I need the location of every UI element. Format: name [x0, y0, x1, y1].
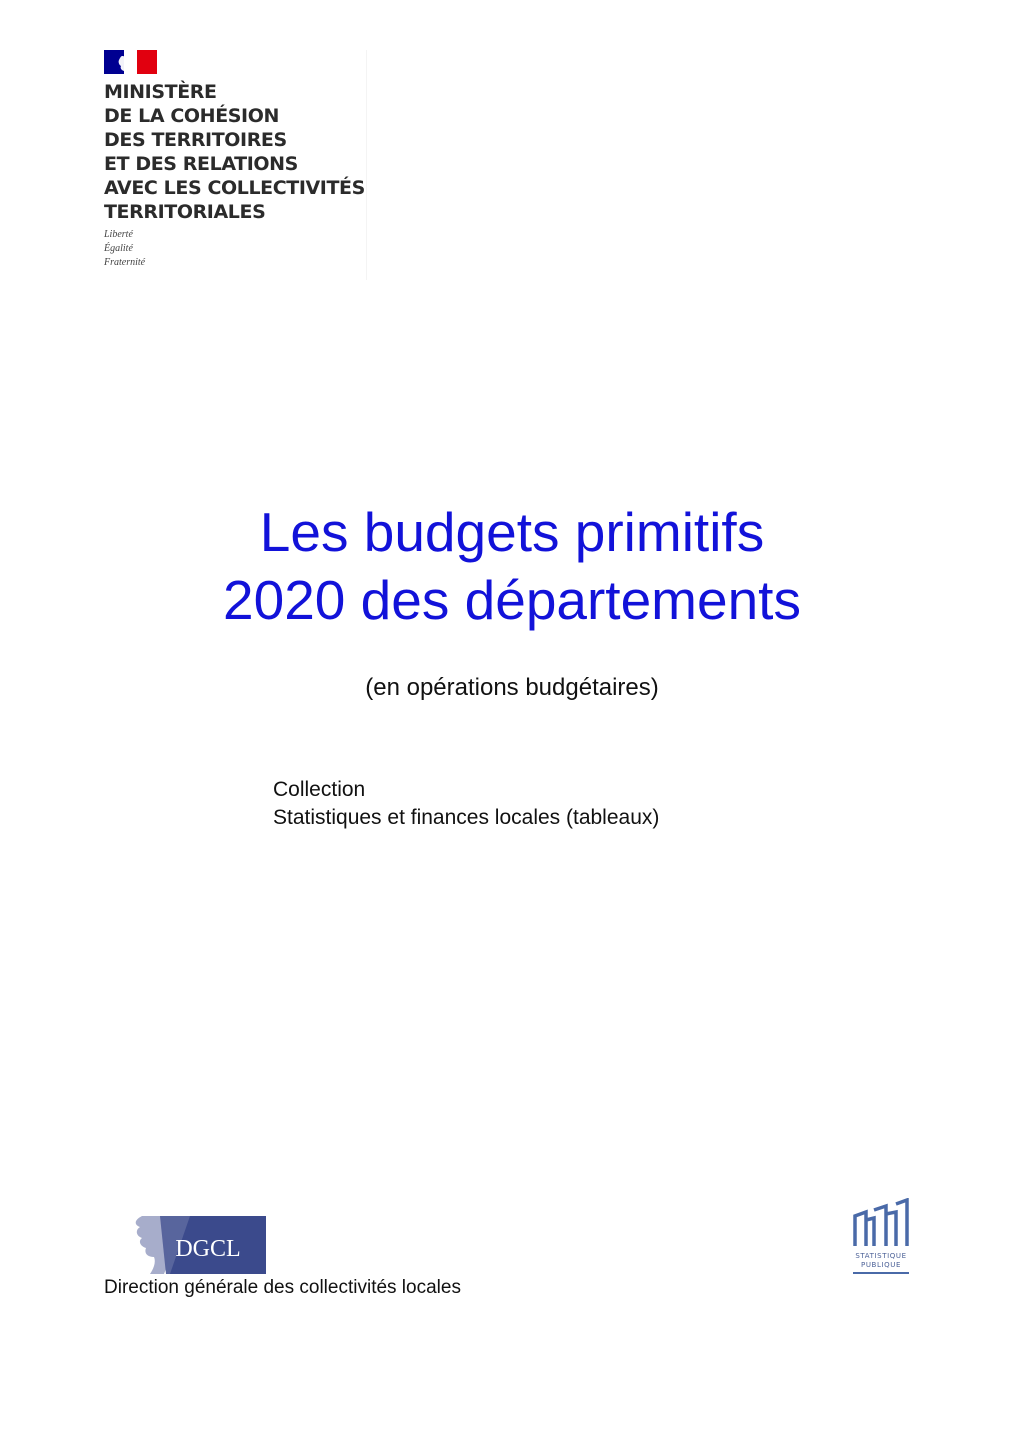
statistique-publique-logo [850, 1198, 912, 1278]
collection-info [273, 776, 659, 832]
dgcl-caption: Direction générale des collectivités locales [104, 1277, 461, 1298]
publique-label: PUBLIQUE [861, 1261, 901, 1269]
collection-label: Collection [273, 778, 366, 801]
ministry-logo [104, 50, 374, 280]
document-subtitle: (en opérations budgétaires) [365, 674, 659, 701]
ministry-name-line: ET DES RELATIONS [104, 153, 298, 175]
dgcl-logo [130, 1216, 266, 1274]
title-line: Les budgets primitifs [259, 501, 765, 563]
collection-name: Statistiques et finances locales (tableaux) [273, 806, 660, 829]
statistique-publique-icon [850, 1198, 912, 1252]
motto-line: Fraternité [104, 257, 146, 268]
ministry-name-line: MINISTÈRE [104, 81, 217, 103]
ministry-name [104, 80, 374, 224]
ministry-name-line: DES TERRITOIRES [104, 129, 287, 151]
stat-underline [853, 1272, 909, 1274]
document-title [0, 498, 1024, 634]
motto-line: Liberté [104, 229, 133, 240]
ministry-name-line: TERRITORIALES [104, 201, 266, 223]
motto-line: Égalité [104, 243, 133, 254]
ministry-name-line: DE LA COHÉSION [104, 105, 279, 127]
title-line: 2020 des départements [223, 569, 801, 631]
marianne-flag-icon [104, 50, 157, 74]
dgcl-logo-text: DGCL [175, 1236, 241, 1262]
republic-motto [104, 228, 145, 270]
logo-divider [366, 50, 367, 280]
ministry-name-line: AVEC LES COLLECTIVITÉS [104, 177, 365, 199]
statistique-label: STATISTIQUE [855, 1252, 907, 1260]
